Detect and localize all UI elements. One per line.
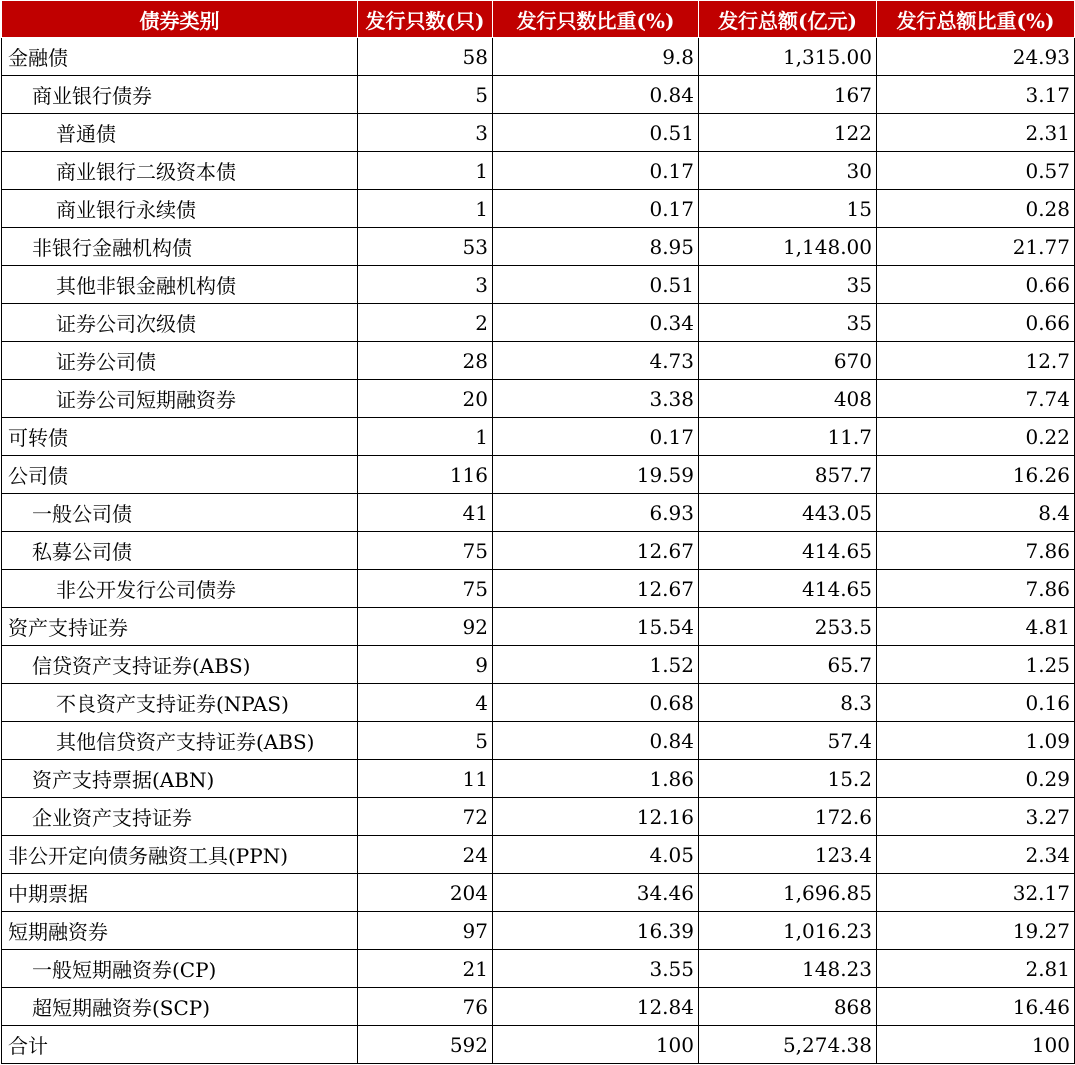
bond-category-cell: 资产支持票据(ABN) bbox=[2, 760, 358, 798]
issue-amount-share-cell: 0.16 bbox=[877, 684, 1075, 722]
issue-count-cell: 75 bbox=[358, 570, 493, 608]
issue-count-cell: 592 bbox=[358, 1026, 493, 1064]
header-bond-category: 债券类别 bbox=[2, 1, 358, 38]
issue-amount-share-cell: 32.17 bbox=[877, 874, 1075, 912]
table-row bbox=[2, 76, 1075, 114]
issue-amount-share-cell: 7.86 bbox=[877, 570, 1075, 608]
issue-amount-cell: 15.2 bbox=[699, 760, 877, 798]
issue-amount-share-cell: 2.31 bbox=[877, 114, 1075, 152]
issue-amount-cell: 443.05 bbox=[699, 494, 877, 532]
table-row bbox=[2, 684, 1075, 722]
bond-category-cell: 商业银行债券 bbox=[2, 76, 358, 114]
table-row bbox=[2, 798, 1075, 836]
bond-category-cell: 非公开定向债务融资工具(PPN) bbox=[2, 836, 358, 874]
issue-count-cell: 9 bbox=[358, 646, 493, 684]
issue-count-share-cell: 12.67 bbox=[493, 570, 699, 608]
issue-count-share-cell: 100 bbox=[493, 1026, 699, 1064]
issue-amount-share-cell: 21.77 bbox=[877, 228, 1075, 266]
bond-category-cell: 合计 bbox=[2, 1026, 358, 1064]
bond-category-cell: 商业银行永续债 bbox=[2, 190, 358, 228]
issue-count-share-cell: 3.38 bbox=[493, 380, 699, 418]
issue-amount-share-cell: 0.57 bbox=[877, 152, 1075, 190]
issue-amount-share-cell: 16.46 bbox=[877, 988, 1075, 1026]
table-row bbox=[2, 836, 1075, 874]
issue-amount-share-cell: 0.66 bbox=[877, 304, 1075, 342]
bond-category-cell: 一般公司债 bbox=[2, 494, 358, 532]
issue-count-share-cell: 6.93 bbox=[493, 494, 699, 532]
issue-amount-cell: 172.6 bbox=[699, 798, 877, 836]
table-body bbox=[2, 38, 1075, 1064]
header-issue-count: 发行只数(只) bbox=[358, 1, 493, 38]
issue-amount-share-cell: 2.34 bbox=[877, 836, 1075, 874]
issue-amount-cell: 1,016.23 bbox=[699, 912, 877, 950]
issue-count-cell: 5 bbox=[358, 722, 493, 760]
bond-category-cell: 证券公司次级债 bbox=[2, 304, 358, 342]
issue-count-cell: 24 bbox=[358, 836, 493, 874]
issue-count-cell: 4 bbox=[358, 684, 493, 722]
bond-category-cell: 其他信贷资产支持证券(ABS) bbox=[2, 722, 358, 760]
table-row bbox=[2, 988, 1075, 1026]
table-row bbox=[2, 190, 1075, 228]
table-row bbox=[2, 114, 1075, 152]
issue-amount-share-cell: 7.74 bbox=[877, 380, 1075, 418]
bond-category-cell: 非银行金融机构债 bbox=[2, 228, 358, 266]
issue-count-cell: 1 bbox=[358, 190, 493, 228]
issue-amount-cell: 857.7 bbox=[699, 456, 877, 494]
issue-amount-share-cell: 0.66 bbox=[877, 266, 1075, 304]
issue-amount-share-cell: 1.25 bbox=[877, 646, 1075, 684]
issue-amount-cell: 408 bbox=[699, 380, 877, 418]
header-issue-amount: 发行总额(亿元) bbox=[699, 1, 877, 38]
bond-category-cell: 超短期融资券(SCP) bbox=[2, 988, 358, 1026]
bond-category-cell: 普通债 bbox=[2, 114, 358, 152]
table-row bbox=[2, 1026, 1075, 1064]
issue-count-cell: 1 bbox=[358, 418, 493, 456]
header-row bbox=[2, 1, 1075, 38]
bond-category-cell: 商业银行二级资本债 bbox=[2, 152, 358, 190]
table-row bbox=[2, 532, 1075, 570]
issue-count-cell: 76 bbox=[358, 988, 493, 1026]
issue-count-share-cell: 0.17 bbox=[493, 152, 699, 190]
bond-category-cell: 一般短期融资券(CP) bbox=[2, 950, 358, 988]
bond-category-cell: 证券公司短期融资券 bbox=[2, 380, 358, 418]
issue-amount-share-cell: 24.93 bbox=[877, 38, 1075, 76]
issue-count-cell: 21 bbox=[358, 950, 493, 988]
issue-amount-share-cell: 0.22 bbox=[877, 418, 1075, 456]
issue-count-cell: 41 bbox=[358, 494, 493, 532]
issue-amount-cell: 253.5 bbox=[699, 608, 877, 646]
issue-amount-share-cell: 1.09 bbox=[877, 722, 1075, 760]
issue-amount-share-cell: 3.27 bbox=[877, 798, 1075, 836]
issue-count-cell: 116 bbox=[358, 456, 493, 494]
issue-amount-cell: 414.65 bbox=[699, 570, 877, 608]
issue-amount-cell: 1,148.00 bbox=[699, 228, 877, 266]
table-row bbox=[2, 418, 1075, 456]
issue-count-share-cell: 34.46 bbox=[493, 874, 699, 912]
issue-amount-cell: 15 bbox=[699, 190, 877, 228]
bond-category-cell: 信贷资产支持证券(ABS) bbox=[2, 646, 358, 684]
issue-count-share-cell: 1.86 bbox=[493, 760, 699, 798]
bond-category-cell: 其他非银金融机构债 bbox=[2, 266, 358, 304]
issue-amount-share-cell: 0.28 bbox=[877, 190, 1075, 228]
issue-amount-cell: 30 bbox=[699, 152, 877, 190]
table-row bbox=[2, 950, 1075, 988]
issue-amount-cell: 1,696.85 bbox=[699, 874, 877, 912]
issue-count-share-cell: 16.39 bbox=[493, 912, 699, 950]
issue-amount-share-cell: 0.29 bbox=[877, 760, 1075, 798]
issue-amount-share-cell: 100 bbox=[877, 1026, 1075, 1064]
bond-category-cell: 金融债 bbox=[2, 38, 358, 76]
issue-count-cell: 2 bbox=[358, 304, 493, 342]
issue-count-share-cell: 0.17 bbox=[493, 190, 699, 228]
issue-amount-cell: 8.3 bbox=[699, 684, 877, 722]
issue-amount-cell: 65.7 bbox=[699, 646, 877, 684]
table-row bbox=[2, 570, 1075, 608]
issue-count-cell: 3 bbox=[358, 266, 493, 304]
issue-amount-cell: 123.4 bbox=[699, 836, 877, 874]
issue-count-cell: 75 bbox=[358, 532, 493, 570]
bond-category-cell: 可转债 bbox=[2, 418, 358, 456]
issue-count-share-cell: 15.54 bbox=[493, 608, 699, 646]
bond-category-cell: 企业资产支持证券 bbox=[2, 798, 358, 836]
table-row bbox=[2, 722, 1075, 760]
bond-category-cell: 公司债 bbox=[2, 456, 358, 494]
issue-amount-cell: 868 bbox=[699, 988, 877, 1026]
issue-amount-share-cell: 12.7 bbox=[877, 342, 1075, 380]
issue-amount-cell: 148.23 bbox=[699, 950, 877, 988]
issue-count-cell: 58 bbox=[358, 38, 493, 76]
table-row bbox=[2, 380, 1075, 418]
bond-category-cell: 私募公司债 bbox=[2, 532, 358, 570]
issue-count-share-cell: 12.16 bbox=[493, 798, 699, 836]
issue-count-share-cell: 4.05 bbox=[493, 836, 699, 874]
bond-category-cell: 短期融资券 bbox=[2, 912, 358, 950]
issue-amount-cell: 122 bbox=[699, 114, 877, 152]
issue-count-cell: 3 bbox=[358, 114, 493, 152]
table-row bbox=[2, 152, 1075, 190]
issue-count-share-cell: 0.68 bbox=[493, 684, 699, 722]
issue-count-cell: 5 bbox=[358, 76, 493, 114]
table-row bbox=[2, 912, 1075, 950]
issue-amount-cell: 35 bbox=[699, 266, 877, 304]
issue-count-share-cell: 12.84 bbox=[493, 988, 699, 1026]
issue-count-cell: 72 bbox=[358, 798, 493, 836]
issue-count-share-cell: 0.51 bbox=[493, 266, 699, 304]
table-row bbox=[2, 646, 1075, 684]
issue-count-share-cell: 0.84 bbox=[493, 722, 699, 760]
issue-count-cell: 1 bbox=[358, 152, 493, 190]
issue-amount-share-cell: 2.81 bbox=[877, 950, 1075, 988]
issue-amount-cell: 57.4 bbox=[699, 722, 877, 760]
issue-amount-cell: 670 bbox=[699, 342, 877, 380]
issue-count-share-cell: 1.52 bbox=[493, 646, 699, 684]
table-row bbox=[2, 228, 1075, 266]
issue-amount-share-cell: 16.26 bbox=[877, 456, 1075, 494]
issue-count-cell: 11 bbox=[358, 760, 493, 798]
issue-count-share-cell: 0.17 bbox=[493, 418, 699, 456]
issue-amount-share-cell: 4.81 bbox=[877, 608, 1075, 646]
table-row bbox=[2, 266, 1075, 304]
table-row bbox=[2, 874, 1075, 912]
header-issue-amount-share: 发行总额比重(%) bbox=[877, 1, 1075, 38]
issue-count-share-cell: 4.73 bbox=[493, 342, 699, 380]
issue-amount-cell: 35 bbox=[699, 304, 877, 342]
issue-count-cell: 53 bbox=[358, 228, 493, 266]
issue-count-share-cell: 0.84 bbox=[493, 76, 699, 114]
issue-amount-cell: 414.65 bbox=[699, 532, 877, 570]
issue-count-share-cell: 3.55 bbox=[493, 950, 699, 988]
issue-count-cell: 97 bbox=[358, 912, 493, 950]
issue-count-share-cell: 0.51 bbox=[493, 114, 699, 152]
header-issue-count-share: 发行只数比重(%) bbox=[493, 1, 699, 38]
table-row bbox=[2, 304, 1075, 342]
issue-count-share-cell: 9.8 bbox=[493, 38, 699, 76]
table-row bbox=[2, 608, 1075, 646]
issue-amount-cell: 167 bbox=[699, 76, 877, 114]
issue-amount-share-cell: 7.86 bbox=[877, 532, 1075, 570]
table-row bbox=[2, 38, 1075, 76]
bond-issuance-table bbox=[1, 0, 1075, 1064]
issue-amount-cell: 1,315.00 bbox=[699, 38, 877, 76]
issue-amount-cell: 11.7 bbox=[699, 418, 877, 456]
bond-category-cell: 非公开发行公司债券 bbox=[2, 570, 358, 608]
issue-count-share-cell: 0.34 bbox=[493, 304, 699, 342]
bond-category-cell: 证券公司债 bbox=[2, 342, 358, 380]
issue-amount-share-cell: 19.27 bbox=[877, 912, 1075, 950]
issue-count-share-cell: 19.59 bbox=[493, 456, 699, 494]
issue-count-cell: 204 bbox=[358, 874, 493, 912]
table-row bbox=[2, 456, 1075, 494]
bond-category-cell: 不良资产支持证券(NPAS) bbox=[2, 684, 358, 722]
issue-count-share-cell: 8.95 bbox=[493, 228, 699, 266]
issue-count-share-cell: 12.67 bbox=[493, 532, 699, 570]
table-row bbox=[2, 494, 1075, 532]
issue-amount-share-cell: 3.17 bbox=[877, 76, 1075, 114]
issue-amount-share-cell: 8.4 bbox=[877, 494, 1075, 532]
issue-count-cell: 28 bbox=[358, 342, 493, 380]
bond-category-cell: 资产支持证券 bbox=[2, 608, 358, 646]
issue-count-cell: 92 bbox=[358, 608, 493, 646]
table-row bbox=[2, 760, 1075, 798]
table-row bbox=[2, 342, 1075, 380]
issue-count-cell: 20 bbox=[358, 380, 493, 418]
bond-category-cell: 中期票据 bbox=[2, 874, 358, 912]
issue-amount-cell: 5,274.38 bbox=[699, 1026, 877, 1064]
